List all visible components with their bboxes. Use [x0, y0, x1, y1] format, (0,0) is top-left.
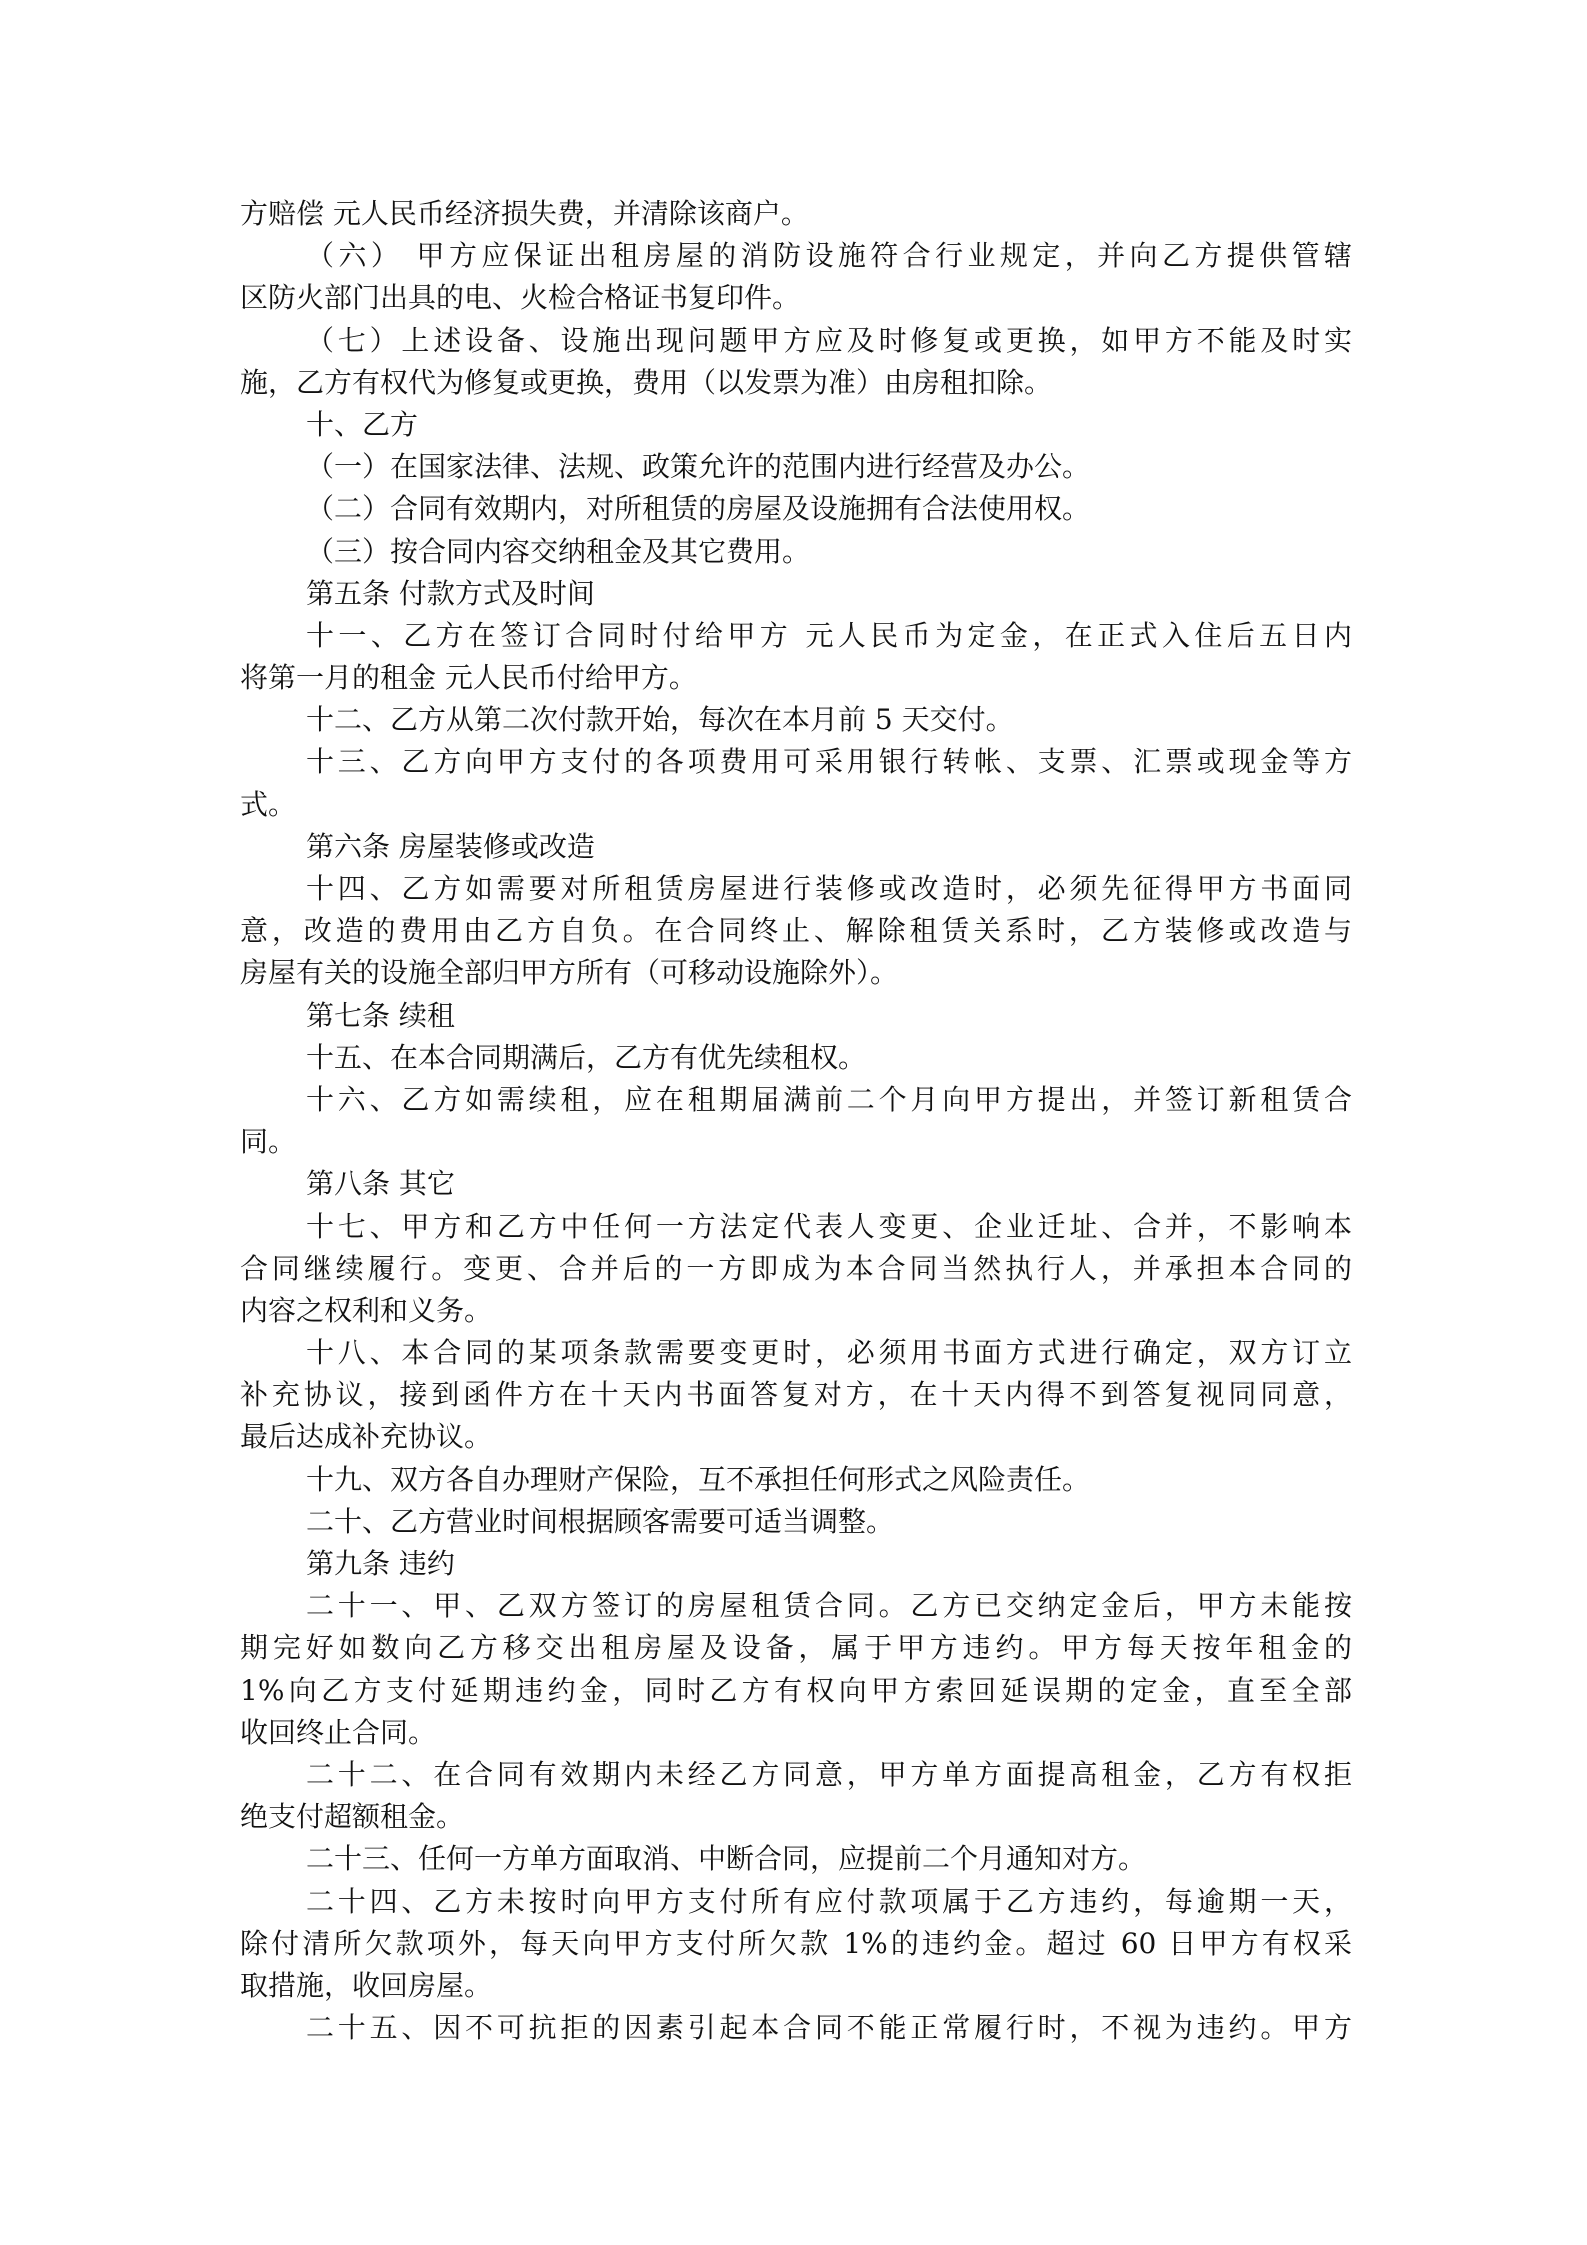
text-line: 施，乙方有权代为修复或更换，费用（以发票为准）由房租扣除。 [240, 365, 1053, 399]
text-line: 十一、乙方在签订合同时付给甲方 元人民币为定金，在正式入住后五日内 [306, 618, 1352, 652]
text-line: 同。 [240, 1125, 297, 1159]
text-line: 绝支付超额租金。 [240, 1800, 465, 1834]
text-line: （二）合同有效期内，对所租赁的房屋及设施拥有合法使用权。 [306, 492, 1091, 526]
text-line: 意，改造的费用由乙方自负。在合同终止、解除租赁关系时，乙方装修或改造与 [240, 914, 1352, 948]
text-line: 十八、本合同的某项条款需要变更时，必须用书面方式进行确定，双方订立 [306, 1336, 1352, 1370]
text-line: 二十一、甲、乙双方签订的房屋租赁合同。乙方已交纳定金后，甲方未能按 [306, 1589, 1352, 1623]
text-line: 第六条 房屋装修或改造 [306, 829, 595, 863]
text-line: 取措施，收回房屋。 [240, 1968, 493, 2002]
text-line: 最后达成补充协议。 [240, 1420, 493, 1454]
text-line: （六） 甲方应保证出租房屋的消防设施符合行业规定，并向乙方提供管辖 [306, 239, 1352, 273]
text-line: 内容之权利和义务。 [240, 1293, 493, 1327]
text-line: 期完好如数向乙方移交出租房屋及设备，属于甲方违约。甲方每天按年租金的 [240, 1631, 1352, 1665]
text-line: 二十四、乙方未按时向甲方支付所有应付款项属于乙方违约，每逾期一天， [306, 1884, 1352, 1918]
text-line: 十四、乙方如需要对所租赁房屋进行装修或改造时，必须先征得甲方书面同 [306, 872, 1352, 905]
text-line: 房屋有关的设施全部归甲方所有（可移动设施除外）。 [240, 956, 899, 990]
text-line: 第九条 违约 [306, 1547, 455, 1580]
text-line: 十五、在本合同期满后，乙方有优先续租权。 [306, 1040, 867, 1074]
text-line: 十三、乙方向甲方支付的各项费用可采用银行转帐、支票、汇票或现金等方 [306, 745, 1352, 779]
text-line: 第七条 续租 [306, 998, 455, 1032]
text-line: 合同继续履行。变更、合并后的一方即成为本合同当然执行人，并承担本合同的 [240, 1251, 1352, 1285]
text-line: 十二、乙方从第二次付款开始，每次在本月前 5 天交付。 [306, 703, 1014, 737]
text-line: 方赔偿 元人民币经济损失费，并清除该商户。 [240, 197, 809, 230]
text-line: 二十、乙方营业时间根据顾客需要可适当调整。 [306, 1504, 895, 1538]
text-line: 补充协议，接到函件方在十天内书面答复对方，在十天内得不到答复视同同意， [240, 1378, 1352, 1412]
text-line: （七）上述设备、设施出现问题甲方应及时修复或更换，如甲方不能及时实 [306, 323, 1352, 357]
text-line: 式。 [240, 787, 297, 821]
text-line: 十、乙方 [306, 407, 419, 441]
text-line: 十九、双方各自办理财产保险，互不承担任何形式之风险责任。 [306, 1462, 1091, 1496]
text-line: 十七、甲方和乙方中任何一方法定代表人变更、企业迁址、合并，不影响本 [306, 1209, 1352, 1243]
text-line: 十六、乙方如需续租，应在租期届满前二个月向甲方提出，并签订新租赁合 [306, 1082, 1352, 1116]
text-line: 收回终止合同。 [240, 1715, 437, 1749]
text-line: 第五条 付款方式及时间 [306, 576, 595, 610]
text-line: 第八条 其它 [306, 1167, 455, 1201]
document-body [240, 193, 1352, 2049]
text-line: 1%向乙方支付延期违约金，同时乙方有权向甲方索回延误期的定金，直至全部 [240, 1673, 1352, 1707]
text-line: 二十五、因不可抗拒的因素引起本合同不能正常履行时，不视为违约。甲方 [306, 2011, 1352, 2045]
text-line: 区防火部门出具的电、火检合格证书复印件。 [240, 281, 801, 315]
text-line: 除付清所欠款项外，每天向甲方支付所欠款 1%的违约金。超过 60 日甲方有权采 [240, 1926, 1352, 1960]
text-line: （一）在国家法律、法规、政策允许的范围内进行经营及办公。 [306, 450, 1091, 484]
text-line: 二十二、在合同有效期内未经乙方同意，甲方单方面提高租金，乙方有权拒 [306, 1757, 1352, 1791]
text-line: 将第一月的租金 元人民币付给甲方。 [240, 661, 697, 695]
text-line: （三）按合同内容交纳租金及其它费用。 [306, 534, 811, 568]
text-line: 二十三、任何一方单方面取消、中断合同，应提前二个月通知对方。 [306, 1842, 1147, 1876]
